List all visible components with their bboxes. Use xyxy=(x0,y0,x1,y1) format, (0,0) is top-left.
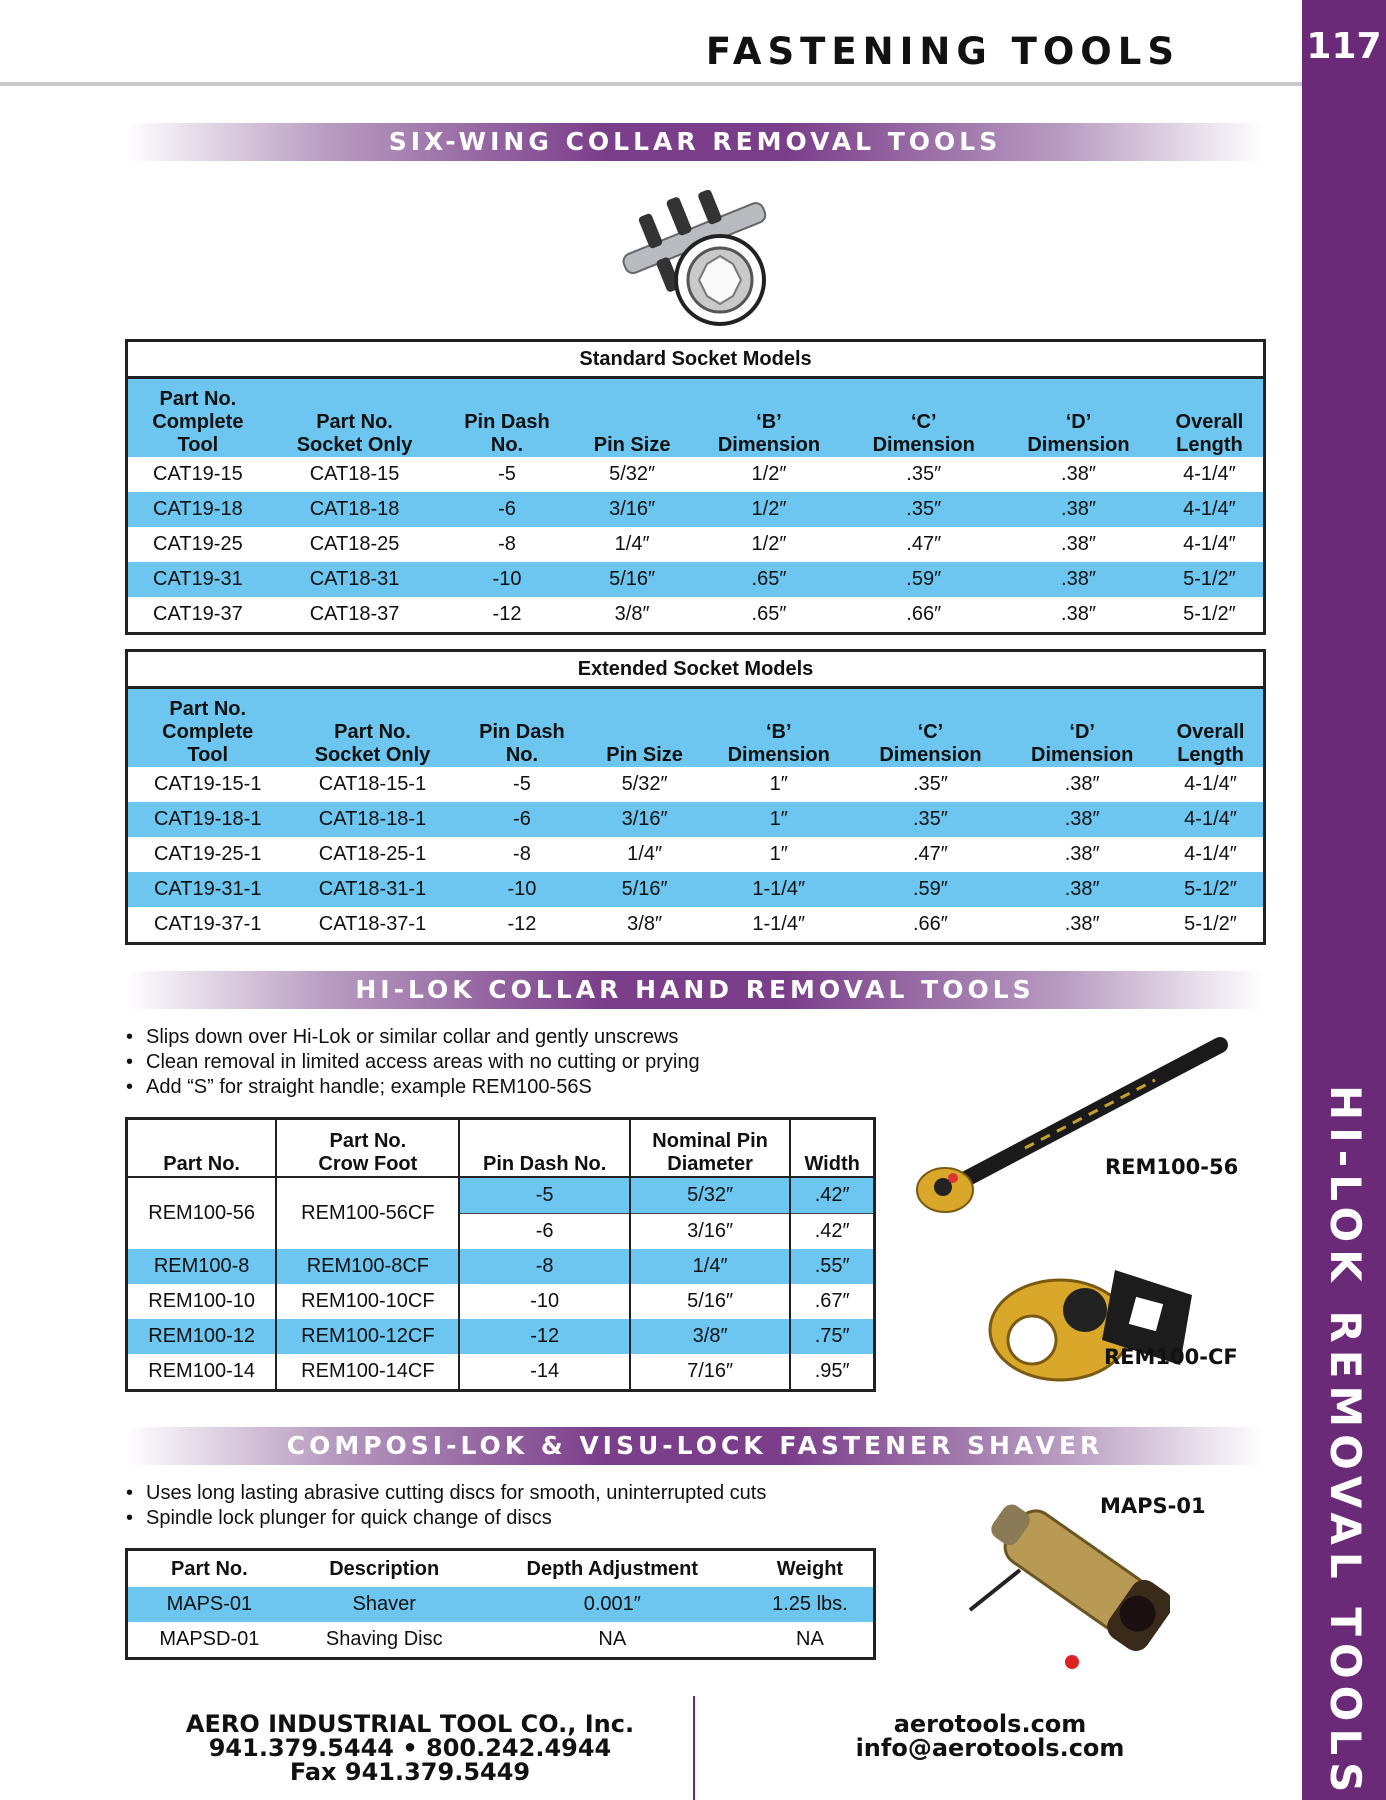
column-header: Pin Dash No. xyxy=(441,378,572,458)
table-cell: CAT18-15 xyxy=(268,457,442,492)
table-cell: 4-1/4″ xyxy=(1156,492,1265,527)
standard-socket-table xyxy=(125,339,1266,635)
table-cell: .38″ xyxy=(1006,802,1158,837)
column-header: Part No. Socket Only xyxy=(287,688,457,768)
table-cell: 3/16″ xyxy=(630,1214,790,1250)
table-cell: .35″ xyxy=(855,767,1007,802)
table-cell: .38″ xyxy=(1001,457,1156,492)
column-header: ‘D’ Dimension xyxy=(1001,378,1156,458)
table-cell: CAT18-37-1 xyxy=(287,907,457,944)
table-cell: .38″ xyxy=(1006,872,1158,907)
header-rule xyxy=(0,82,1302,86)
table-cell: .47″ xyxy=(846,527,1001,562)
fax-number: Fax 941.379.5449 xyxy=(289,1758,531,1786)
column-header: Depth Adjustment xyxy=(526,1557,699,1580)
table-row xyxy=(127,1622,875,1659)
column-header: Part No. xyxy=(127,1119,277,1178)
table-cell: 3/8″ xyxy=(630,1319,790,1354)
product-label: REM100-CF xyxy=(1104,1345,1238,1369)
table-cell: CAT18-25-1 xyxy=(287,837,457,872)
table-cell: -12 xyxy=(441,597,572,634)
table-cell: -8 xyxy=(458,837,587,872)
list-item: • Slips down over Hi-Lok or similar collar and gently unscrews xyxy=(124,1025,700,1050)
table-cell: REM100-8 xyxy=(127,1249,277,1284)
table-cell: CAT18-37 xyxy=(268,597,442,634)
table-cell: .65″ xyxy=(692,562,847,597)
table-cell: CAT18-25 xyxy=(268,527,442,562)
column-header: Weight xyxy=(776,1557,844,1580)
table-cell: 5-1/2″ xyxy=(1158,907,1264,944)
section-bar-shaver xyxy=(125,1427,1265,1465)
table-row xyxy=(127,1284,875,1319)
table-cell: CAT19-37-1 xyxy=(127,907,288,944)
table-cell: .67″ xyxy=(790,1284,874,1319)
table-cell: -12 xyxy=(458,907,587,944)
table-cell: .65″ xyxy=(692,597,847,634)
table-cell: 1/2″ xyxy=(692,492,847,527)
column-header: Pin Size xyxy=(586,688,703,768)
table-cell: .35″ xyxy=(846,457,1001,492)
table-cell: 1/2″ xyxy=(692,457,847,492)
column-header: Width xyxy=(790,1119,874,1178)
six-wing-tool-image xyxy=(615,172,785,332)
table-row xyxy=(127,802,1265,837)
table-row xyxy=(127,837,1265,872)
table-row xyxy=(127,562,1265,597)
column-header: Part No. Complete Tool xyxy=(127,378,268,458)
extended-socket-table xyxy=(125,649,1266,945)
side-tab-label: HI-LOK REMOVAL TOOLS xyxy=(1321,1085,1370,1800)
table-cell: -5 xyxy=(441,457,572,492)
table-cell: REM100-14 xyxy=(127,1354,277,1391)
table-cell: 5/32″ xyxy=(630,1177,790,1214)
contact-info xyxy=(790,1712,1190,1760)
table-cell: -10 xyxy=(441,562,572,597)
table-cell: -14 xyxy=(459,1354,629,1391)
table-cell: 5/32″ xyxy=(573,457,692,492)
column-header: Pin Dash No. xyxy=(459,1119,629,1178)
table-caption: Standard Socket Models xyxy=(127,341,1265,378)
table-cell: .42″ xyxy=(790,1177,874,1214)
product-label: MAPS-01 xyxy=(1100,1494,1206,1518)
table-cell: .55″ xyxy=(790,1249,874,1284)
table-cell: .42″ xyxy=(790,1214,874,1250)
table-cell: CAT18-18-1 xyxy=(287,802,457,837)
table-cell: -8 xyxy=(441,527,572,562)
table-cell: .47″ xyxy=(855,837,1007,872)
table-cell: CAT19-18-1 xyxy=(127,802,288,837)
column-header: ‘B’ Dimension xyxy=(692,378,847,458)
table-cell: -10 xyxy=(459,1284,629,1319)
table-cell: 1/4″ xyxy=(586,837,703,872)
table-cell: 5-1/2″ xyxy=(1156,562,1265,597)
column-header: Overall Length xyxy=(1156,378,1265,458)
page-title: FASTENING TOOLS xyxy=(705,30,1180,73)
table-cell: 5-1/2″ xyxy=(1156,597,1265,634)
table-cell: MAPSD-01 xyxy=(127,1622,291,1659)
table-cell: REM100-14CF xyxy=(276,1354,459,1391)
table-cell: CAT19-31 xyxy=(127,562,268,597)
table-cell: 5/32″ xyxy=(586,767,703,802)
table-cell: REM100-12CF xyxy=(276,1319,459,1354)
table-cell: 3/8″ xyxy=(586,907,703,944)
list-item: • Clean removal in limited access areas with no cutting or prying xyxy=(124,1050,700,1075)
table-cell: 7/16″ xyxy=(630,1354,790,1391)
table-row xyxy=(127,1354,875,1391)
table-row xyxy=(127,872,1265,907)
table-cell: CAT19-25-1 xyxy=(127,837,288,872)
table-cell: .35″ xyxy=(846,492,1001,527)
section-bar-six-wing xyxy=(125,123,1265,161)
page-number: 117 xyxy=(1306,26,1382,67)
column-header: Part No. xyxy=(171,1557,248,1580)
section-title: SIX-WING COLLAR REMOVAL TOOLS xyxy=(388,127,1002,156)
table-cell: 1/4″ xyxy=(630,1249,790,1284)
website-link[interactable]: aerotools.com xyxy=(893,1710,1087,1738)
table-cell: 1″ xyxy=(703,767,855,802)
table-cell: 5/16″ xyxy=(630,1284,790,1319)
section-bar-hi-lok xyxy=(125,971,1265,1009)
table-caption: Extended Socket Models xyxy=(127,651,1265,688)
company-info xyxy=(150,1712,670,1784)
table-cell: 5/16″ xyxy=(586,872,703,907)
feature-list xyxy=(124,1481,766,1531)
shaver-table xyxy=(125,1548,876,1660)
table-cell: -6 xyxy=(459,1214,629,1250)
table-cell: CAT18-15-1 xyxy=(287,767,457,802)
column-header: Pin Size xyxy=(573,378,692,458)
table-cell: 3/16″ xyxy=(573,492,692,527)
column-header: Part No. Complete Tool xyxy=(127,688,288,768)
table-cell: -6 xyxy=(458,802,587,837)
table-row xyxy=(127,492,1265,527)
table-row xyxy=(127,1587,875,1622)
table-cell: CAT19-37 xyxy=(127,597,268,634)
socket-1 xyxy=(638,213,664,250)
table-cell: .59″ xyxy=(846,562,1001,597)
table-row xyxy=(127,457,1265,492)
table-cell: CAT19-15 xyxy=(127,457,268,492)
table-cell: REM100-56CF xyxy=(276,1177,459,1249)
table-cell: Shaver xyxy=(291,1587,478,1622)
table-cell: 4-1/4″ xyxy=(1156,527,1265,562)
table-row xyxy=(127,1319,875,1354)
table-cell: .95″ xyxy=(790,1354,874,1391)
column-header: Pin Dash No. xyxy=(458,688,587,768)
column-header: Description xyxy=(329,1557,440,1580)
list-item: • Uses long lasting abrasive cutting discs for smooth, uninterrupted cuts xyxy=(124,1481,766,1506)
table-row xyxy=(127,597,1265,634)
table-row xyxy=(127,907,1265,944)
table-cell: REM100-56 xyxy=(127,1177,277,1249)
table-cell: CAT19-25 xyxy=(127,527,268,562)
table-cell: .59″ xyxy=(855,872,1007,907)
column-header: Overall Length xyxy=(1158,688,1264,768)
table-cell: Shaving Disc xyxy=(291,1622,478,1659)
table-cell: .38″ xyxy=(1001,527,1156,562)
table-cell: 4-1/4″ xyxy=(1158,802,1264,837)
table-cell: -5 xyxy=(459,1177,629,1214)
product-label: REM100-56 xyxy=(1105,1155,1239,1179)
table-cell: 4-1/4″ xyxy=(1158,767,1264,802)
table-cell: 5-1/2″ xyxy=(1158,872,1264,907)
table-cell: 4-1/4″ xyxy=(1158,837,1264,872)
table-cell: -10 xyxy=(458,872,587,907)
email-link[interactable]: info@aerotools.com xyxy=(855,1734,1125,1762)
list-item: • Add “S” for straight handle; example REM100-56S xyxy=(124,1075,700,1100)
table-cell: .38″ xyxy=(1006,907,1158,944)
maps-01-image xyxy=(950,1490,1170,1680)
list-item: • Spindle lock plunger for quick change of discs xyxy=(124,1506,766,1531)
table-cell: .66″ xyxy=(855,907,1007,944)
table-cell: -6 xyxy=(441,492,572,527)
table-cell: REM100-10CF xyxy=(276,1284,459,1319)
table-cell: .38″ xyxy=(1001,492,1156,527)
table-cell: REM100-12 xyxy=(127,1319,277,1354)
column-header: ‘D’ Dimension xyxy=(1006,688,1158,768)
table-row xyxy=(127,767,1265,802)
column-header: Part No. Socket Only xyxy=(268,378,442,458)
company-name: AERO INDUSTRIAL TOOL CO., Inc. xyxy=(185,1710,635,1738)
table-cell: CAT19-15-1 xyxy=(127,767,288,802)
table-cell: REM100-8CF xyxy=(276,1249,459,1284)
table-cell: -8 xyxy=(459,1249,629,1284)
table-cell: 4-1/4″ xyxy=(1156,457,1265,492)
table-cell: 0.001″ xyxy=(478,1587,747,1622)
table-cell: CAT19-31-1 xyxy=(127,872,288,907)
phone-numbers: 941.379.5444 • 800.242.4944 xyxy=(208,1734,612,1762)
section-title: HI-LOK COLLAR HAND REMOVAL TOOLS xyxy=(355,975,1035,1004)
column-header: ‘C’ Dimension xyxy=(855,688,1007,768)
section-title: COMPOSI-LOK & VISU-LOCK FASTENER SHAVER xyxy=(286,1431,1104,1460)
column-header: ‘C’ Dimension xyxy=(846,378,1001,458)
column-header: Nominal Pin Diameter xyxy=(630,1119,790,1178)
table-cell: .38″ xyxy=(1001,562,1156,597)
table-cell: 1-1/4″ xyxy=(703,872,855,907)
table-cell: 5/16″ xyxy=(573,562,692,597)
table-cell: CAT18-18 xyxy=(268,492,442,527)
table-cell: 3/8″ xyxy=(573,597,692,634)
table-cell: 1.25 lbs. xyxy=(747,1587,875,1622)
table-cell: MAPS-01 xyxy=(127,1587,291,1622)
table-cell: .38″ xyxy=(1001,597,1156,634)
table-row xyxy=(127,527,1265,562)
column-header: ‘B’ Dimension xyxy=(703,688,855,768)
table-cell: -12 xyxy=(459,1319,629,1354)
table-cell: 1/4″ xyxy=(573,527,692,562)
table-cell: CAT19-18 xyxy=(127,492,268,527)
table-cell: REM100-10 xyxy=(127,1284,277,1319)
table-cell: 1-1/4″ xyxy=(703,907,855,944)
hi-lok-table xyxy=(125,1117,876,1392)
table-cell: 3/16″ xyxy=(586,802,703,837)
table-row xyxy=(127,1177,875,1214)
table-cell: 1/2″ xyxy=(692,527,847,562)
footer-divider xyxy=(693,1696,695,1800)
table-cell: .38″ xyxy=(1006,767,1158,802)
table-cell: .66″ xyxy=(846,597,1001,634)
table-cell: .35″ xyxy=(855,802,1007,837)
table-cell: 1″ xyxy=(703,837,855,872)
feature-list xyxy=(124,1025,700,1100)
table-row xyxy=(127,1249,875,1284)
table-cell: .75″ xyxy=(790,1319,874,1354)
table-cell: .38″ xyxy=(1006,837,1158,872)
table-cell: -5 xyxy=(458,767,587,802)
table-cell: NA xyxy=(747,1622,875,1659)
column-header: Part No. Crow Foot xyxy=(276,1119,459,1178)
table-cell: NA xyxy=(478,1622,747,1659)
table-cell: CAT18-31 xyxy=(268,562,442,597)
table-cell: 1″ xyxy=(703,802,855,837)
table-cell: CAT18-31-1 xyxy=(287,872,457,907)
rem100-56-image xyxy=(915,1030,1235,1220)
